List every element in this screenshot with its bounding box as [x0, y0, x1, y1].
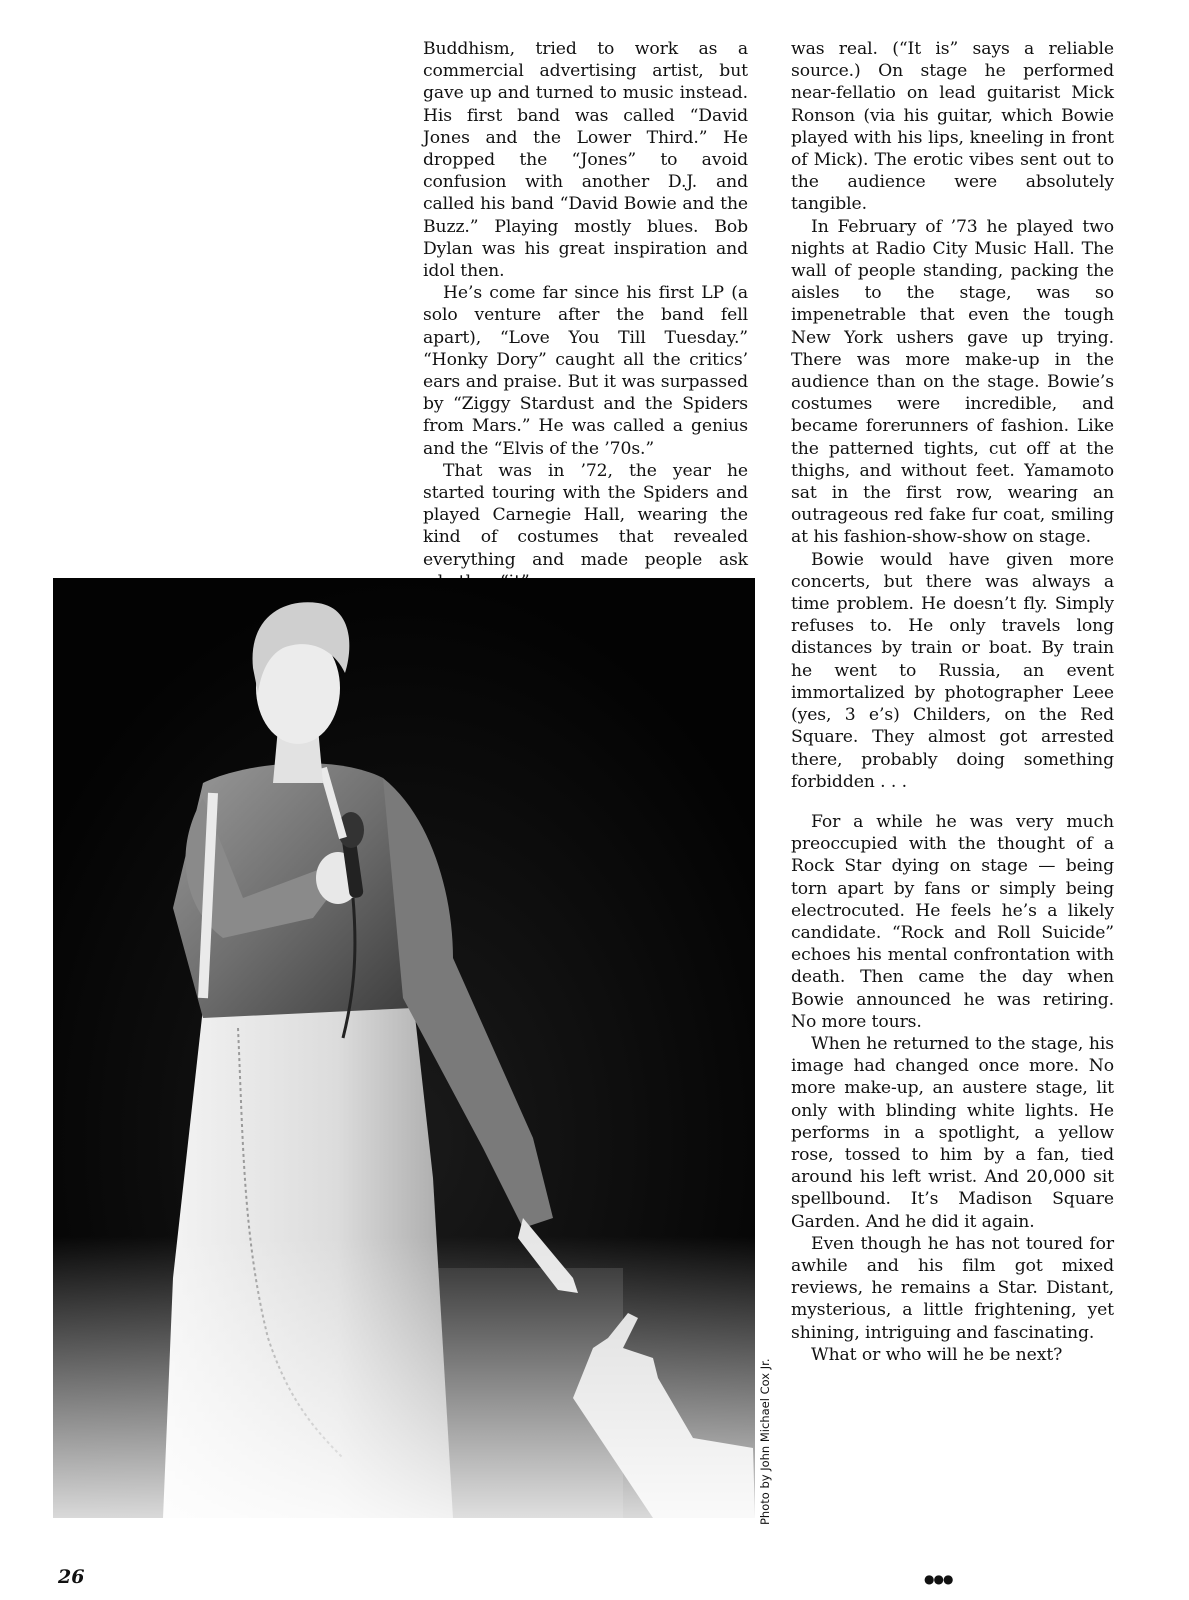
article-end-mark: ●●● — [924, 1572, 953, 1586]
article-paragraph: was real. (“It is” says a reliable source.) On stage he performed near-fellatio on lead guitarist Mick Ronson (via his guitar, which Bowie played with his lips, kneeling in front of Mick). The erotic vibes sent out to the audience were absolutely tangible. — [791, 39, 1114, 215]
article-paragraph: What or who will he be next? — [811, 1344, 1063, 1365]
photo-credit: Photo by John Michael Cox Jr. — [758, 1358, 772, 1525]
article-paragraph: In February of ’73 he played two nights at Radio City Music Hall. The wall of people standing, packing the aisles to the stage, was so impenetrable that even the tough New York ushers gave up trying. There was more make-up in the audience than on the stage. Bowie’s costumes were incredible, and became forerunners of fashion. Like the patterned tights, cut off at the thighs, and without feet. Yamamoto sat in the first row, wearing an outrageous red fake fur coat, smiling at his fashion-show-show on stage. — [791, 216, 1114, 548]
article-column-left — [423, 38, 748, 593]
article-paragraph: He’s come far since his first LP (a solo venture after the band fell apart), “Love You Till Tuesday.” “Honky Dory” caught all the critics’ ears and praise. But it was surpassed by “Ziggy Stardust and the Spiders from Mars.” He was called a genius and the “Elvis of the ’70s.” — [423, 283, 748, 459]
performer-illustration — [53, 578, 755, 1518]
article-paragraph: Even though he has not toured for awhile and his film got mixed reviews, he remains a Star. Distant, mysterious, a little frightening, yet shining, intriguing and fascinating. — [791, 1233, 1114, 1343]
article-paragraph: Bowie would have given more concerts, but there was always a time problem. He doesn’t fly. Simply refuses to. He only travels long distances by train or boat. By train he went to Russia, an event immortalized by photographer Leee (yes, 3 e’s) Childers, on the Red Square. They almost got arrested there, probably doing something forbidden . . . — [791, 549, 1114, 792]
page-number: 26 — [58, 1566, 85, 1588]
article-paragraph: Buddhism, tried to work as a commercial advertising artist, but gave up and turned to music instead. His first band was called “David Jones and the Lower Third.” He dropped the “Jones” to avoid confusion with another D.J. and called his band “David Bowie and the Buzz.” Playing mostly blues. Bob Dylan was his great inspiration and idol then. — [423, 39, 748, 282]
article-paragraph: For a while he was very much preoccupied with the thought of a Rock Star dying on stage — being torn apart by fans or simply being electrocuted. He feels he’s a likely candidate. “Rock and Roll Suicide” echoes his mental confrontation with death. Then came the day when Bowie announced he was retiring. No more tours. — [791, 811, 1114, 1032]
article-column-right — [791, 38, 1114, 1366]
article-paragraph: When he returned to the stage, his image had changed once more. No more make-up, an austere stage, lit only with blinding white lights. He performs in a spotlight, a yellow rose, tossed to him by a fan, tied around his left wrist. And 20,000 sit spellbound. It’s Madison Square Garden. And he did it again. — [791, 1033, 1114, 1232]
article-paragraph: That was in ’72, the year he started touring with the Spiders and played Carnegie Hall, wearing the kind of costumes that revealed everything and made people ask — [423, 460, 748, 570]
concert-photo — [53, 578, 755, 1518]
